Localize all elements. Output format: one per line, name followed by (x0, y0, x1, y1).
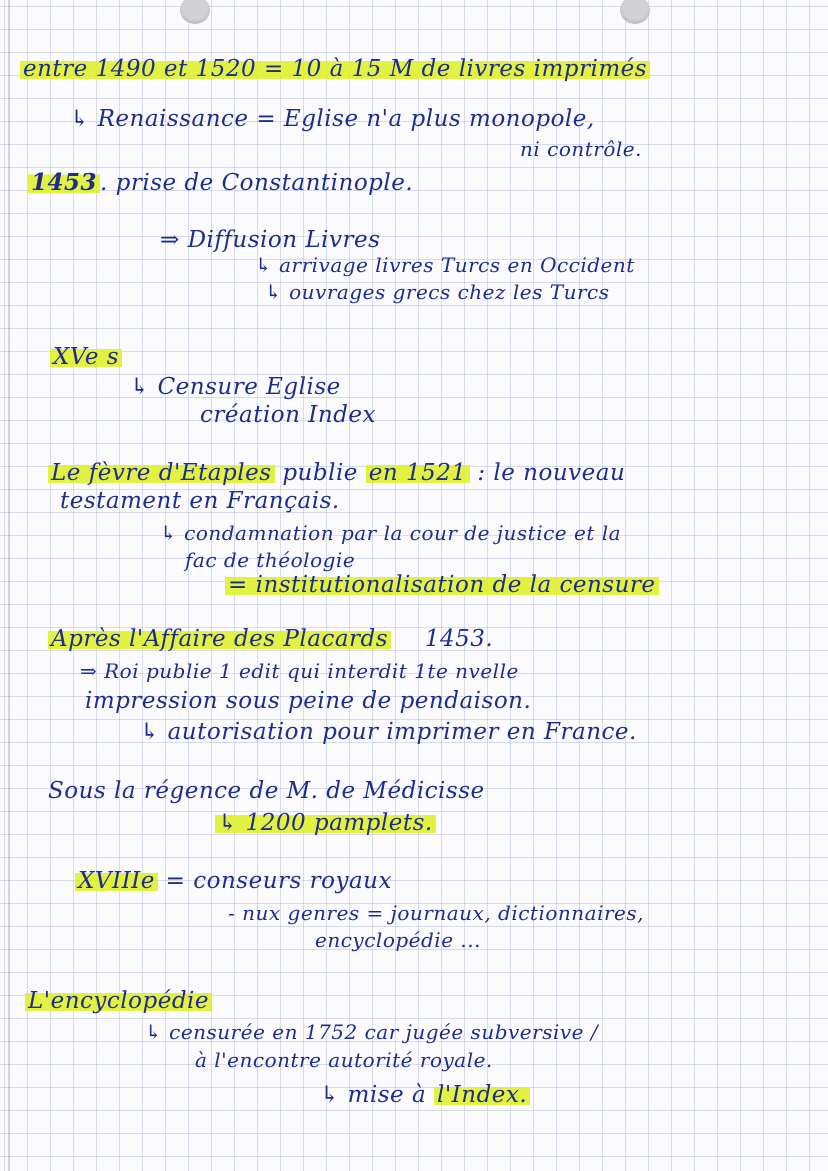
note-line-8 (50, 342, 122, 372)
note-text: Sous la régence de M. de Médicisse (48, 778, 485, 804)
note-text: entre 1490 et 1520 = 10 à 15 M de livres imprimés (23, 56, 648, 82)
note-line-12 (60, 486, 340, 516)
note-text: : le nouveau (477, 460, 626, 486)
punch-hole-right (620, 0, 650, 24)
note-line-19 (140, 717, 637, 747)
note-line-4 (28, 168, 413, 198)
note-text: . prise de Constantinople. (100, 170, 414, 196)
note-text: création Index (200, 402, 376, 428)
note-text: ↳ arrivage livres Turcs en Occident (255, 253, 635, 277)
note-text: ⇒ Roi publie 1 edit qui interdit 1te nvelle (80, 659, 519, 683)
note-line-26 (145, 1017, 598, 1047)
note-text: ⇒ Diffusion Livres (160, 227, 381, 253)
note-line-24 (315, 925, 481, 955)
note-line-27 (195, 1045, 493, 1075)
note-line-21 (215, 808, 436, 838)
note-line-15 (225, 570, 659, 600)
note-text: encyclopédie ... (315, 928, 481, 952)
note-text: ↳ censurée en 1752 car jugée subversive / (145, 1020, 599, 1044)
note-line-23 (228, 898, 644, 928)
note-text: testament en Français. (60, 488, 340, 514)
note-line-9 (130, 372, 341, 402)
note-text: 1453. (424, 626, 494, 652)
note-line-16 (48, 624, 493, 654)
note-line-13 (160, 518, 621, 548)
date-highlight: en 1521 (366, 460, 470, 486)
note-line-22 (75, 866, 392, 896)
note-line-11 (48, 458, 625, 488)
note-line-25 (25, 986, 212, 1016)
note-text: - nux genres = journaux, dictionnaires, (228, 901, 645, 925)
note-text: fac de théologie (185, 548, 356, 572)
note-text: ↳ Censure Eglise (130, 374, 341, 400)
page-margin-line (8, 0, 10, 1171)
note-line-2 (70, 104, 595, 134)
note-text: ↳ ouvrages grecs chez les Turcs (265, 280, 610, 304)
punch-hole-left (180, 0, 210, 24)
highlight: = institutionalisation de la censure (225, 572, 659, 598)
note-line-10 (200, 400, 376, 430)
note-line-20 (48, 776, 485, 806)
note-text: = conseurs royaux (165, 868, 392, 894)
note-line-3 (520, 134, 642, 164)
highlight (20, 56, 650, 82)
date-highlight: 1453 (28, 169, 100, 196)
note-text: ↳ mise à (320, 1082, 427, 1108)
note-line-28 (320, 1080, 530, 1110)
note-text: impression sous peine de pendaison. (85, 688, 532, 714)
note-line-18 (85, 686, 531, 716)
note-text: ↳ Renaissance = Eglise n'a plus monopole, (70, 106, 595, 132)
note-line-17 (80, 656, 519, 686)
highlight: XVe s (50, 344, 122, 370)
note-line-7 (265, 277, 610, 307)
note-text: ↳ condamnation par la cour de justice et la (160, 521, 622, 545)
note-text: ni contrôle. (520, 137, 642, 161)
note-text: publie (282, 460, 358, 486)
note-text: à l'encontre autorité royale. (195, 1048, 493, 1072)
highlight: l'Index. (434, 1082, 530, 1108)
highlight: Après l'Affaire des Placards (48, 626, 391, 652)
highlight: XVIIIe (75, 868, 158, 894)
highlight: Le fèvre d'Etaples (48, 460, 275, 486)
note-line-6 (255, 250, 635, 280)
note-text: ↳ autorisation pour imprimer en France. (140, 719, 637, 745)
highlight: L'encyclopédie (25, 988, 212, 1014)
note-line-1 (20, 54, 650, 84)
highlight: ↳ 1200 pamplets. (215, 810, 436, 836)
